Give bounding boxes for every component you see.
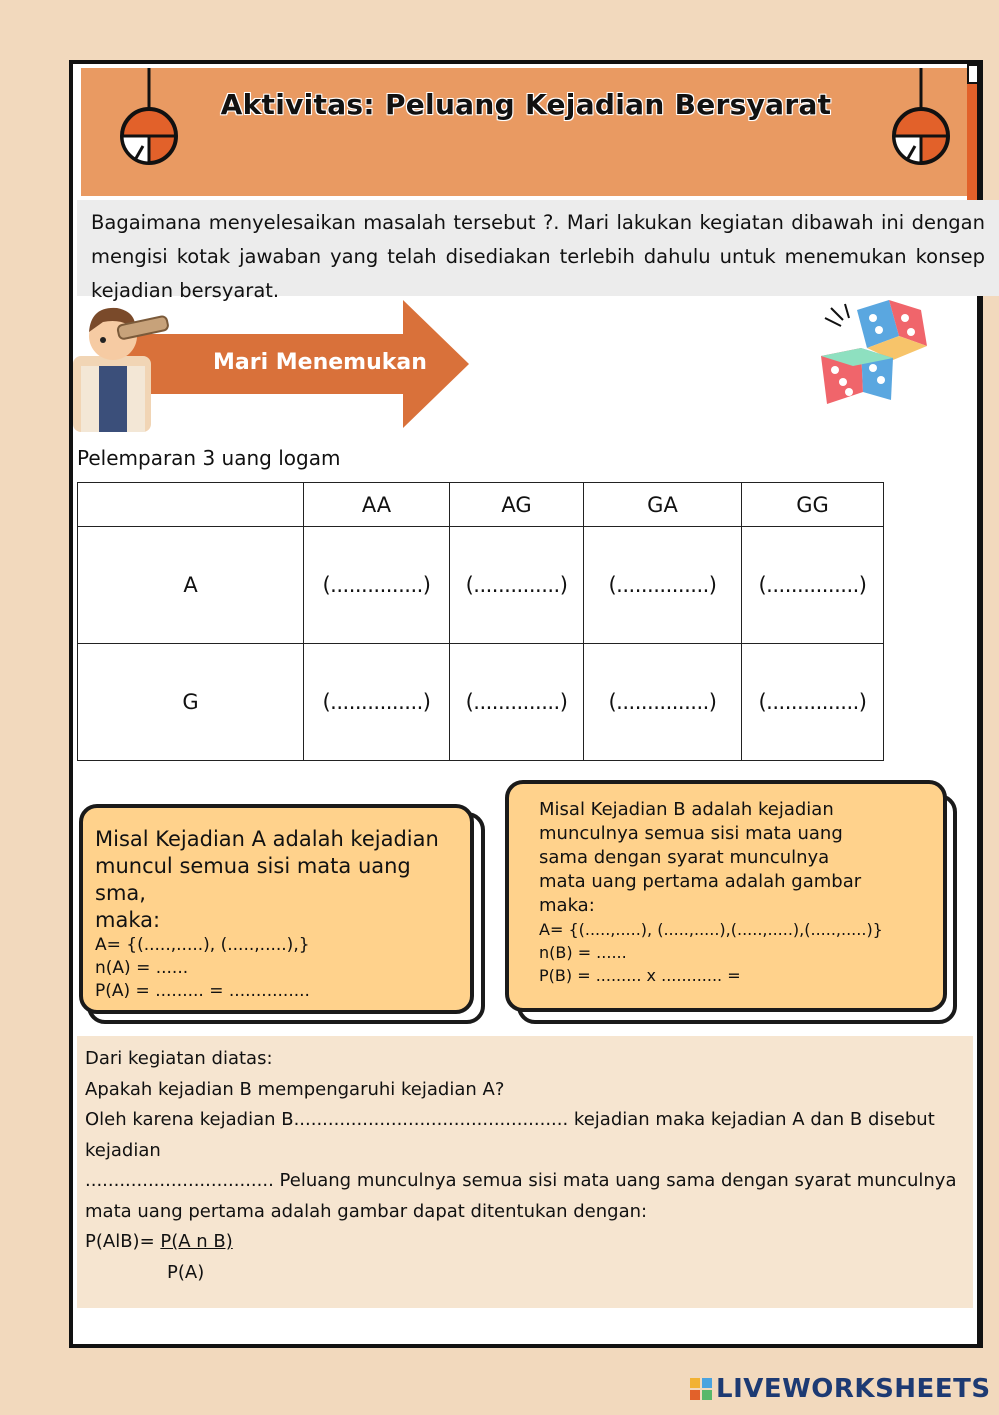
conclusion-fill-line[interactable]: ................................. Peluang munculnya semua sisi mata uang sama dengan syarat munculnya bbox=[85, 1170, 957, 1191]
side-accent-bar bbox=[967, 84, 977, 214]
conclusion-question: Apakah kejadian B mempengaruhi kejadian A? bbox=[85, 1078, 505, 1100]
formula-numerator: P(A n B) bbox=[160, 1231, 233, 1252]
brand-name: LIVEWORKSHEETS bbox=[716, 1374, 991, 1404]
toss-table-title: Pelemparan 3 uang logam bbox=[77, 446, 341, 470]
coin-toss-table bbox=[77, 482, 884, 761]
row-label: A bbox=[78, 527, 304, 644]
section-banner bbox=[73, 296, 483, 432]
card-b-line: maka: bbox=[539, 895, 595, 916]
card-a-line: muncul semua sisi mata uang sma, bbox=[95, 854, 411, 905]
liveworksheets-logo[interactable] bbox=[690, 1374, 991, 1404]
dice-illustration-icon bbox=[817, 296, 937, 426]
table-row bbox=[78, 527, 884, 644]
worksheet-page bbox=[69, 60, 983, 1348]
hanging-lamp-left-icon bbox=[117, 68, 181, 178]
page-title: Aktivitas: Peluang Kejadian Bersyarat bbox=[220, 88, 832, 121]
row-label: G bbox=[78, 644, 304, 761]
formula-denominator: P(A) bbox=[167, 1261, 205, 1283]
conditional-formula bbox=[85, 1227, 965, 1258]
card-b-line: sama dengan syarat munculnya bbox=[539, 847, 830, 868]
card-b-line: mata uang pertama adalah gambar bbox=[539, 871, 862, 892]
card-b-line: Misal Kejadian B adalah kejadian bbox=[539, 799, 834, 820]
conclusion-box bbox=[77, 1036, 973, 1308]
card-b-line: munculnya semua sisi mata uang bbox=[539, 823, 843, 844]
hanging-lamp-right-icon bbox=[889, 68, 953, 178]
event-b-card bbox=[505, 780, 947, 1012]
corner-marker bbox=[967, 64, 979, 84]
conclusion-line: mata uang pertama adalah gambar dapat ditentukan dengan: bbox=[85, 1200, 648, 1222]
table-row bbox=[78, 644, 884, 761]
liveworksheets-mark-icon bbox=[690, 1378, 712, 1400]
set-b-answer[interactable]: A= {(.....,.....), (.....,.....),(.....,.....),(.....,.....)} bbox=[539, 920, 883, 939]
conclusion-fill-line[interactable]: Oleh karena kejadian B................................................ kejadian maka kejadian A dan B disebut kejadian bbox=[85, 1109, 935, 1161]
n-b-answer[interactable]: n(B) = ...... bbox=[539, 943, 627, 962]
table-header-cell: AG bbox=[450, 483, 584, 527]
event-a-card bbox=[79, 804, 474, 1014]
p-b-answer[interactable]: P(B) = ......... x ............ = bbox=[539, 966, 741, 985]
section-banner-label: Mari Menemukan bbox=[213, 350, 427, 375]
header-banner bbox=[81, 68, 971, 196]
set-a-answer[interactable]: A= {(.....,.....), (.....,.....),} bbox=[95, 935, 310, 955]
answer-blank[interactable]: (...............) bbox=[742, 644, 884, 761]
table-header-cell bbox=[78, 483, 304, 527]
table-header-cell: GG bbox=[742, 483, 884, 527]
answer-blank[interactable]: (...............) bbox=[584, 527, 742, 644]
table-header-cell: GA bbox=[584, 483, 742, 527]
conclusion-line: Dari kegiatan diatas: bbox=[85, 1048, 273, 1069]
answer-blank[interactable]: (..............) bbox=[450, 527, 584, 644]
answer-blank[interactable]: (...............) bbox=[742, 527, 884, 644]
table-header-row bbox=[78, 483, 884, 527]
card-a-line: maka: bbox=[95, 908, 161, 932]
answer-blank[interactable]: (...............) bbox=[584, 644, 742, 761]
answer-blank[interactable]: (...............) bbox=[304, 527, 450, 644]
table-header-cell: AA bbox=[304, 483, 450, 527]
formula-lhs: P(AlB)= bbox=[85, 1231, 161, 1252]
n-a-answer[interactable]: n(A) = ...... bbox=[95, 958, 189, 978]
p-a-answer[interactable]: P(A) = ......... = ............... bbox=[95, 981, 310, 1001]
intro-paragraph: Bagaimana menyelesaikan masalah tersebut ?. Mari lakukan kegiatan dibawah ini dengan mengisi kotak jawaban yang telah disediakan terlebih dahulu untuk menemukan konsep kejadian bersyarat. bbox=[77, 200, 999, 296]
card-a-line: Misal Kejadian A adalah kejadian bbox=[95, 827, 439, 851]
answer-blank[interactable]: (..............) bbox=[450, 644, 584, 761]
answer-blank[interactable]: (...............) bbox=[304, 644, 450, 761]
